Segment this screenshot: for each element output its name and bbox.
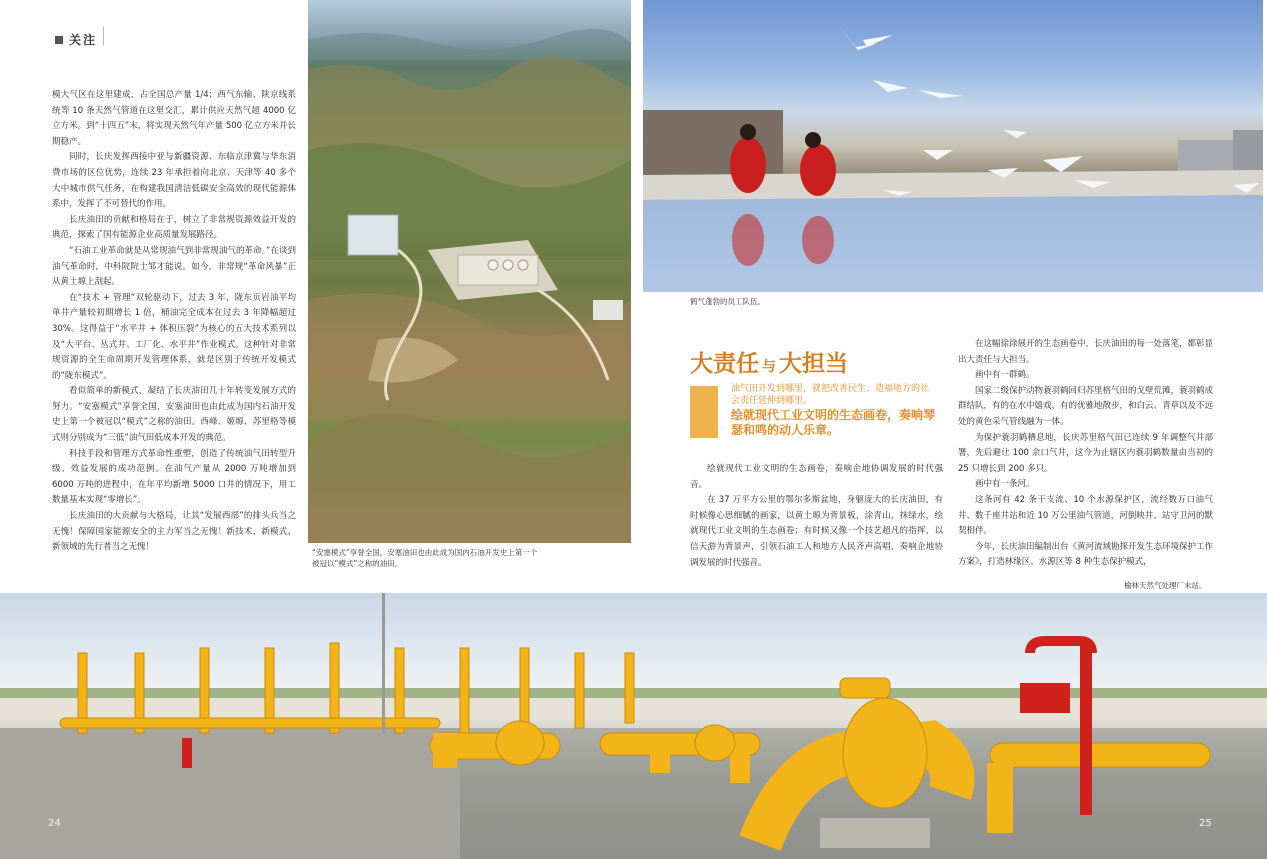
aerial-landscape-illustration bbox=[308, 0, 631, 543]
aerial-oilfield-photo bbox=[308, 0, 631, 543]
headline-part-1: 大责任 bbox=[690, 350, 759, 377]
pull-quote bbox=[731, 383, 936, 438]
paragraph: 画中有一群鹤。 bbox=[975, 370, 1035, 381]
pipeline-station-illustration bbox=[0, 593, 1267, 859]
paragraph: 长庆油田的大贡献与大格局，让其“发展西部”的排头兵当之无愧！保障国家能源安全的主力军当之无愧！新技术、新模式、新领域的先行者当之无愧！ bbox=[52, 511, 296, 553]
seagulls-lake-illustration bbox=[643, 0, 1263, 292]
pipes-photo-caption: 榆林天然气处理厂末站。 bbox=[1124, 581, 1207, 590]
paragraph: 科技手段和管理方式革命性重塑，创造了传统油气田转型升级、效益发展的成功范例。在油气产量从 2000 万吨增加到 6000 万吨的进程中，在年平均新增 5000 口井的情况下，用工数量基本实现“零增长”。 bbox=[52, 448, 296, 506]
article-column-right bbox=[958, 337, 1213, 571]
gulls-photo-caption: 鹤气蓬勃的员工队伍。 bbox=[690, 297, 765, 306]
section-square-icon bbox=[55, 36, 63, 44]
section-headline bbox=[690, 345, 848, 378]
paragraph: 模大气区在这里建成，占全国总产量 1/4；西气东输、陕京线系统等 10 条天然气管道在这里交汇，累计供应天然气超 4000 亿立方米。到“十四五”末，将实现天然气年产量 500 亿立方米并长期稳产。 bbox=[52, 90, 296, 147]
paragraph: 在“技术 + 管理”双轮驱动下，过去 3 年，陇东页岩油平均单井产量较初期增长 1 倍，桶油完全成本在过去 3 年降幅超过 30%。这得益于“水平井 + 体积压裂”为核心的五大技术系列以及“大平台、丛式井、工厂化、水平井”作业模式。这种针对非常规资源的全生命周期开发管理体系，就是区别于传统开发模式的“陇东模式”。 bbox=[52, 292, 296, 381]
paragraph: 看似简单的新模式，凝结了长庆油田几十年转变发展方式的努力。“安塞模式”享誉全国，安塞油田也由此成为国内石油开发史上第一个被冠以“模式”之称的油田。西峰、姬塬、苏里格等模式则分别成为“三低”油气田低成本开发的典范。 bbox=[52, 386, 296, 444]
paragraph: 为保护蓑羽鹤栖息地，长庆苏里格气田已连续 9 年调整气井部署，先后避让 100 余口气井，这今为止辖区内蓑羽鹤数量由当初的 25 只增长到 200 多只。 bbox=[958, 432, 1213, 474]
paragraph: “石油工业革命就是从常规油气到非常规油气的革命。”在谈到油气革命时，中科院院士邹才能说。如今，非常规“革命风暴”正从黄土塬上刮起。 bbox=[52, 245, 296, 288]
pull-quote-bar bbox=[690, 386, 718, 438]
header-divider bbox=[103, 26, 104, 46]
seagulls-photo bbox=[643, 0, 1263, 292]
paragraph: 同时，长庆发挥西接中亚与新疆资源、东临京津冀与华东消费市场的区位优势，连续 23 年承担着向北京、天津等 40 多个大中城市供气任务，在构建我国清洁低碳安全高效的现代能源体系中，发挥了不可替代的作用。 bbox=[52, 152, 296, 210]
pull-quote-line-2: 绘就现代工业文明的生态画卷，奏响琴瑟和鸣的动人乐章。 bbox=[731, 408, 936, 437]
page-number-right: 25 bbox=[1199, 818, 1212, 829]
paragraph: 画中有一条河。 bbox=[975, 479, 1035, 490]
headline-joiner: 与 bbox=[762, 359, 776, 375]
paragraph: 国家二级保护动物蓑羽鹤回归苏里格气田的戈壁荒滩，蓑羽鹤成群结队，有的在水中嬉戏，有的优雅地散步，和白云、青草以及不远处的黄色采气管线融为一体。 bbox=[958, 385, 1214, 427]
paragraph: 绘就现代工业文明的生态画卷，奏响企地协调发展的时代强音。 bbox=[690, 464, 943, 490]
page-number-left: 24 bbox=[48, 818, 61, 829]
paragraph: 这条河有 42 条干支流、10 个水源保护区，流经数万口油气井、数千座井站和近 10 万公里油气管道，河倒映井、站守卫河的默契相伴。 bbox=[958, 494, 1213, 537]
article-column-middle bbox=[690, 462, 943, 571]
article-column-left bbox=[52, 88, 296, 556]
section-tag bbox=[55, 31, 97, 48]
gas-station-pipeline-photo bbox=[0, 593, 1267, 859]
section-label: 关注 bbox=[69, 33, 98, 47]
paragraph: 在 37 万平方公里的鄂尔多斯盆地，身躯庞大的长庆油田，有时候像心思细腻的画家，以黄土塬为背景板，涂青山，抹绿水，绘就现代工业文明的生态画卷；有时候又像一个技艺超凡的指挥，以信天游为背景声，引领石油工人和地方人民齐声高唱，奏响企地协调发展的时代强音。 bbox=[690, 495, 943, 568]
pull-quote-line-1: 油气田开发到哪里，就把改善民生、造福地方的社会责任延伸到哪里。 bbox=[731, 384, 930, 406]
paragraph: 今年，长庆油田编制出台《黄河流域勘探开发生态环境保护工作方案》，打造林缘区、水源区等 8 种生态保护模式， bbox=[958, 541, 1214, 568]
paragraph: 长庆油田的贡献和格局在于，树立了非常规资源效益开发的典范，探索了国有能源企业高质量发展路径。 bbox=[52, 214, 296, 241]
paragraph: 在这幅徐徐展开的生态画卷中，长庆油田的每一处落笔，都彰显出大责任与大担当。 bbox=[958, 339, 1214, 365]
mountain-photo-caption: “安塞模式”享誉全国，安塞油田也由此成为国内石油开发史上第一个被冠以“模式”之称的油田。 bbox=[312, 548, 538, 568]
headline-part-2: 大担当 bbox=[779, 350, 848, 377]
